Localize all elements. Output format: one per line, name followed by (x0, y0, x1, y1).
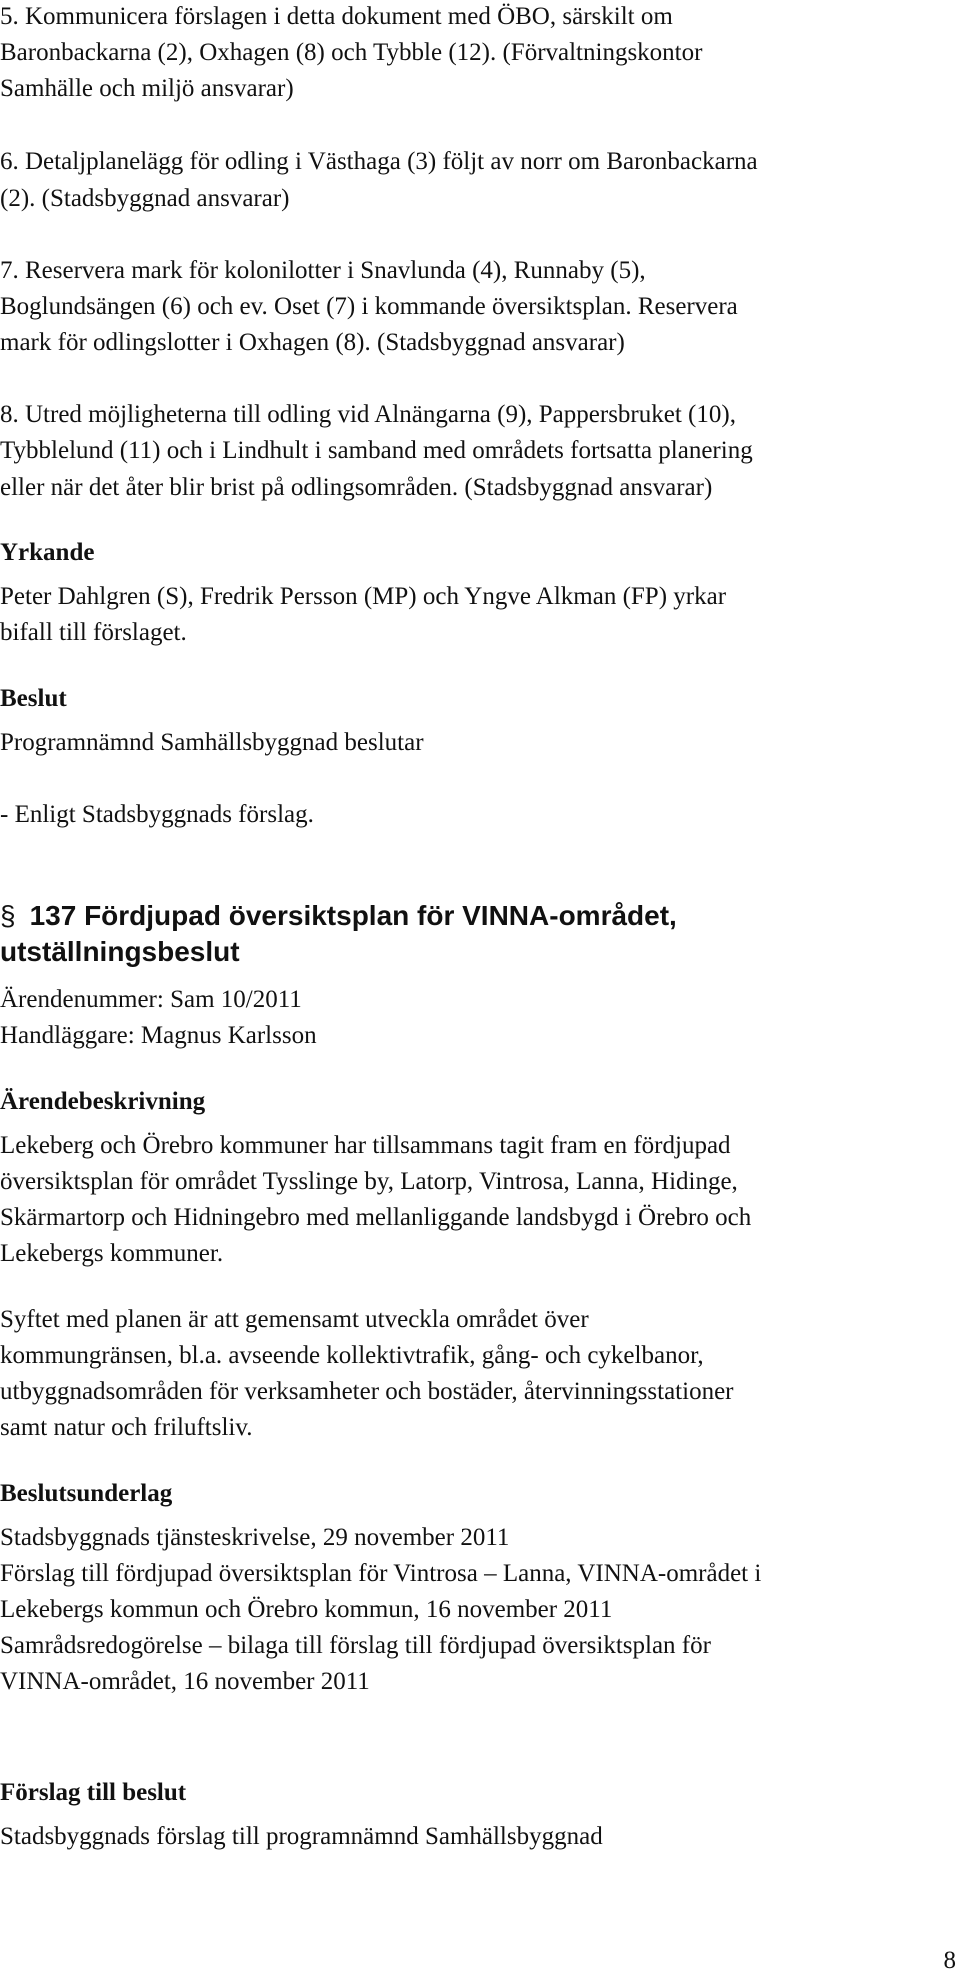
arende-p2-line4: samt natur och friluftsliv. (0, 1414, 253, 1441)
yrkande-heading: Yrkande (0, 539, 95, 566)
section-title-line1: 137 Fördjupad översiktsplan för VINNA-området, (29, 900, 677, 931)
arende-p2-line2: kommungränsen, bl.a. avseende kollektivtrafik, gång- och cykelbanor, (0, 1342, 704, 1369)
arende-p2-line3: utbyggnadsområden för verksamheter och bostäder, återvinningsstationer (0, 1378, 734, 1405)
underlag-line2: Förslag till fördjupad översiktsplan för Vintrosa – Lanna, VINNA-området i (0, 1560, 762, 1587)
case-handler: Handläggare: Magnus Karlsson (0, 1022, 317, 1049)
arendebeskrivning-heading: Ärendebeskrivning (0, 1088, 206, 1115)
beslutsunderlag-heading: Beslutsunderlag (0, 1480, 173, 1507)
beslut-line1: Programnämnd Samhällsbyggnad beslutar (0, 729, 424, 756)
section-title-line2: utställningsbeslut (0, 936, 240, 967)
item7-line1: 7. Reservera mark för kolonilotter i Snavlunda (4), Runnaby (5), (0, 257, 646, 284)
section-symbol: § (0, 900, 16, 931)
arende-p1-line4: Lekebergs kommuner. (0, 1240, 224, 1267)
forslag-line: Stadsbyggnads förslag till programnämnd Samhällsbyggnad (0, 1823, 603, 1850)
item5-line2: Baronbackarna (2), Oxhagen (8) och Tybble (12). (Förvaltningskontor (0, 39, 703, 66)
section-title (0, 898, 677, 934)
page-number: 8 (943, 1947, 956, 1974)
arende-p1-line2: översiktsplan för området Tysslinge by, Latorp, Vintrosa, Lanna, Hidinge, (0, 1168, 738, 1195)
forslag-heading: Förslag till beslut (0, 1779, 187, 1806)
underlag-line3: Lekebergs kommun och Örebro kommun, 16 november 2011 (0, 1596, 613, 1623)
underlag-line1: Stadsbyggnads tjänsteskrivelse, 29 november 2011 (0, 1524, 510, 1551)
arende-p2-line1: Syftet med planen är att gemensamt utveckla området över (0, 1306, 589, 1333)
item6-line1: 6. Detaljplanelägg för odling i Västhaga (3) följt av norr om Baronbackarna (0, 148, 758, 175)
beslut-heading: Beslut (0, 685, 67, 712)
item8-line1: 8. Utred möjligheterna till odling vid Alnängarna (9), Pappersbruket (10), (0, 401, 736, 428)
item5-line3: Samhälle och miljö ansvarar) (0, 75, 294, 102)
item7-line2: Boglundsängen (6) och ev. Oset (7) i kommande översiktsplan. Reservera (0, 293, 738, 320)
arende-p1-line1: Lekeberg och Örebro kommuner har tillsammans tagit fram en fördjupad (0, 1132, 731, 1159)
section-title-cont (0, 934, 240, 970)
item6-line2: (2). (Stadsbyggnad ansvarar) (0, 185, 290, 212)
arende-p1-line3: Skärmartorp och Hidningebro med mellanliggande landsbygd i Örebro och (0, 1204, 752, 1231)
underlag-line5: VINNA-området, 16 november 2011 (0, 1668, 370, 1695)
case-number: Ärendenummer: Sam 10/2011 (0, 986, 302, 1013)
yrkande-line2: bifall till förslaget. (0, 619, 187, 646)
yrkande-line1: Peter Dahlgren (S), Fredrik Persson (MP) och Yngve Alkman (FP) yrkar (0, 583, 727, 610)
beslut-line2: - Enligt Stadsbyggnads förslag. (0, 801, 314, 828)
item8-line3: eller när det åter blir brist på odlingsområden. (Stadsbyggnad ansvarar) (0, 474, 713, 501)
item8-line2: Tybblelund (11) och i Lindhult i samband med områdets fortsatta planering (0, 437, 753, 464)
item7-line3: mark för odlingslotter i Oxhagen (8). (Stadsbyggnad ansvarar) (0, 329, 625, 356)
item5-line1: 5. Kommunicera förslagen i detta dokument med ÖBO, särskilt om (0, 3, 673, 30)
underlag-line4: Samrådsredogörelse – bilaga till förslag till fördjupad översiktsplan för (0, 1632, 711, 1659)
